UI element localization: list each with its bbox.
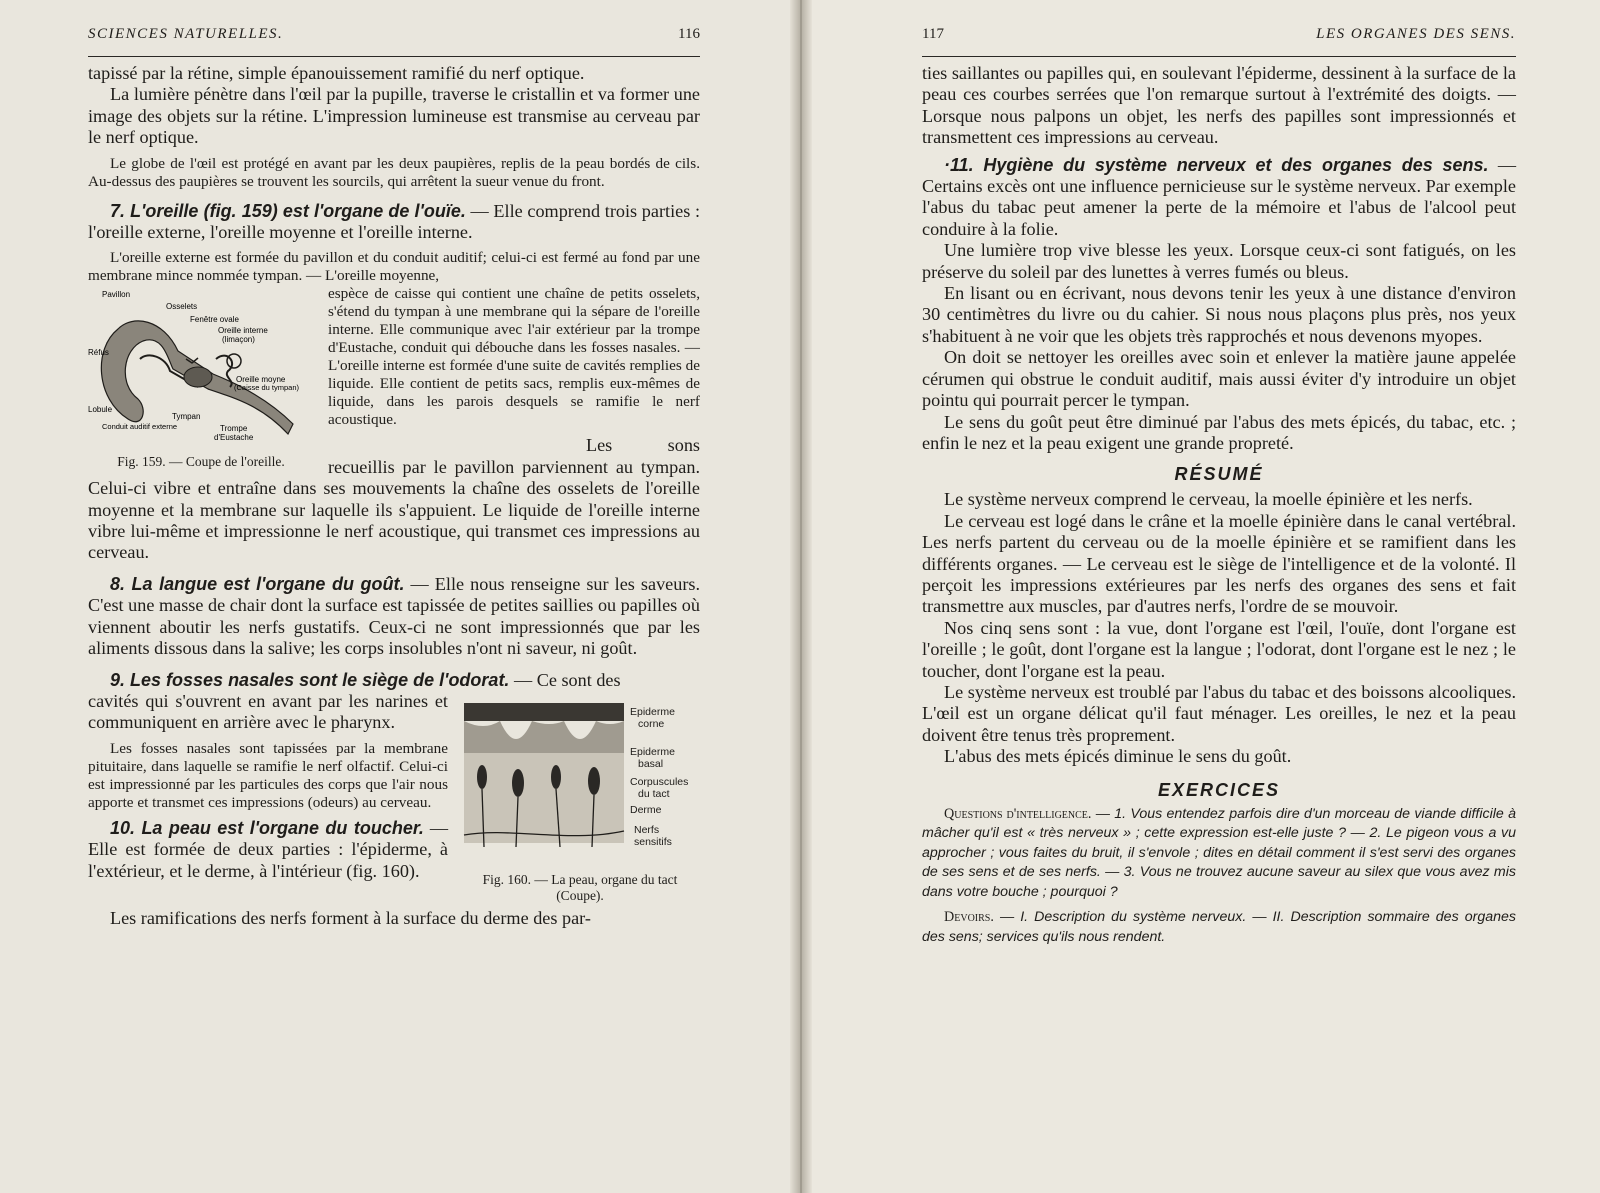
figure-159-ear (88, 289, 314, 470)
page-number-right: 117 (922, 26, 944, 42)
book-gutter (790, 0, 812, 1193)
section-10-text: — Elle est formée de deux parties : l'épiderme, à l'extérieur, et le derme, à l'intérieur (fig. 160). (88, 817, 449, 881)
section-9-dash: — Ce sont des (513, 669, 621, 690)
resume-1: Le système nerveux comprend le cerveau, la moelle épinière et les nerfs. (944, 489, 1473, 510)
running-header-right (922, 26, 1516, 57)
section-7-text: — Elle comprend trois parties : l'oreille externe, l'oreille moyenne et l'oreille interne. (88, 200, 701, 243)
paragraph-lisant: En lisant ou en écrivant, nous devons tenir les yeux à une distance d'environ 30 centimètres du livre ou du cahier. Si nous nous plaçons plus près, nos yeux s'habituent à ne voir que les objets très rapprochés et nous devenons myopes. (922, 283, 1516, 346)
label-corpuscules-1: Corpuscules (630, 775, 689, 788)
section-7-oreille (88, 201, 700, 244)
label-eustache: d'Eustache (214, 433, 254, 443)
resume-4: Le système nerveux est troublé par l'abus du tabac et des boissons alcooliques. L'œil est un organe délicat qu'il faut ménager. Les oreilles, le nez et la peau doivent être tenus très proprement. (922, 681, 1516, 745)
label-nerfs-1: Nerfs (634, 823, 660, 836)
paragraph-cavites: cavités qui s'ouvrent en avant par les narines et communiquent en arrière avec le pharynx. (88, 690, 448, 733)
resume-3: Nos cinq sens sont : la vue, dont l'organe est l'œil, l'ouïe, dont l'organe est l'oreille ; le goût, dont l'organe est la langue ; l'odorat, dont l'organe est le nez ; le toucher, dont l'organe est la peau. (922, 617, 1516, 681)
paragraph-lumiere: La lumière pénètre dans l'œil par la pupille, traverse le cristallin et va former une image des objets sur la rétine. L'impression lumineuse est transmise au cerveau par le nerf optique. (88, 84, 700, 148)
label-oreille-interne: Oreille interne (218, 326, 268, 336)
section-11-hygiene (922, 155, 1516, 241)
ear-diagram (88, 289, 314, 449)
label-corpuscules-2: du tact (638, 787, 670, 800)
section-8-langue (88, 574, 700, 660)
paragraph-retine: tapissé par la rétine, simple épanouissement ramifié du nerf optique. (88, 63, 585, 83)
label-epiderme-basal-1: Epiderme (630, 745, 675, 758)
label-limacon: (limaçon) (222, 335, 255, 345)
label-osselets: Osselets (166, 302, 198, 312)
label-epiderme-corne-1: Epiderme (630, 705, 675, 718)
left-page (0, 0, 796, 1193)
section-9-heading (88, 670, 700, 691)
label-epiderme-basal-2: basal (638, 757, 664, 770)
caption-fig-160: Fig. 160. — La peau, organe du tact (Coupe). (482, 871, 678, 903)
section-8-title: 8. La langue est l'organe du goût. (110, 573, 405, 594)
section-7-title: 7. L'oreille (fig. 159) est l'organe de l'ouïe. (110, 200, 466, 221)
devoirs-label: Devoirs. (944, 909, 994, 926)
caption-fig-159: Fig. 159. — Coupe de l'oreille. (117, 454, 285, 470)
paragraph-fosses-nasales: Les fosses nasales sont tapissées par la membrane pituitaire, dans laquelle se ramifie le nerf olfactif. Celui-ci est impressionné par les particules des corps que l'air nous apporte et transmet ces impressions (odeurs) au cerveau. (88, 739, 448, 811)
page-number-left: 116 (678, 26, 700, 42)
resume-title: RÉSUMÉ (1174, 464, 1264, 485)
running-header-left (88, 26, 700, 57)
label-pavillon: Pavillon (102, 290, 131, 300)
questions-label: Questions d'intelligence. (944, 805, 1092, 822)
section-11-text: — Certains excès ont une influence pernicieuse sur le système nerveux. Par exemple l'abus du tabac peut amener la perte de la mémoire et l'abus de l'alcool peut conduire à la folie. (922, 154, 1517, 239)
paragraph-oreilles: On doit se nettoyer les oreilles avec soin et enlever la matière jaune appelée cérumen qui obstrue le conduit auditif, mais aussi éviter d'y introduire un objet pointu qui pourrait percer le tympan. (922, 347, 1516, 411)
label-refus: Réfus (88, 348, 109, 358)
running-title-right: LES ORGANES DES SENS. (1316, 26, 1516, 42)
paragraph-lumiere-vive: Une lumière trop vive blesse les yeux. Lorsque ceux-ci sont fatigués, on les préserve du soleil par des lunettes à verres fumés ou bleus. (922, 240, 1516, 282)
label-trompe: Trompe (220, 424, 248, 434)
label-lobule: Lobule (88, 405, 113, 415)
label-tympan: Tympan (172, 412, 201, 422)
label-oreille-moyenne: Oreille moyne (236, 375, 286, 385)
right-page (796, 0, 1600, 1193)
exercices-title: EXERCICES (1157, 779, 1281, 800)
figure-160-skin (460, 697, 700, 904)
skin-diagram (460, 697, 700, 867)
label-derme: Derme (630, 803, 662, 816)
label-fenetre-ovale: Fenêtre ovale (190, 315, 239, 325)
devoirs (922, 908, 1516, 947)
section-11-title: ·11. Hygiène du système nerveux et des organes des sens. (944, 154, 1489, 175)
resume-2: Le cerveau est logé dans le crâne et la moelle épinière dans le canal vertébral. Les nerfs partent du cerveau ou de la moelle épinière et se ramifient dans les différents organes. — Le cerveau est le siège de l'intelligence et de la volonté. Il perçoit les impressions extérieures par les nerfs des organes des sens et fait transmettre aux muscles, par d'autres nerfs, l'ordre de se mouvoir. (922, 510, 1516, 617)
section-9-title: 9. Les fosses nasales sont le siège de l'odorat. (110, 669, 510, 690)
paragraph-ramifications: Les ramifications des nerfs forment à la surface du derme des par- (110, 907, 591, 928)
paragraph-oreille-moyenne: espèce de caisse qui contient une chaîne de petits osselets, s'étend du tympan à une membrane qui la sépare de l'oreille interne. Elle communique avec l'air extérieur par la trompe d'Eustache, conduit qui débouche dans les fosses nasales. — L'oreille interne est formée d'une suite de cavités remplies de liquide. Elle contient de petits sacs, remplis eux-mêmes de liquide, dans les parois desquels se ramifie le nerf acoustique. (328, 285, 700, 429)
label-nerfs-2: sensitifs (634, 835, 672, 848)
paragraph-gout: Le sens du goût peut être diminué par l'abus des mets épicés, du tabac, etc. ; enfin le nez et la peau exigent une grande propreté. (922, 411, 1516, 453)
label-epiderme-corne-2: corne (638, 717, 665, 730)
label-conduit-auditif: Conduit auditif externe (102, 422, 178, 432)
paragraph-globe-oeil: Le globe de l'œil est protégé en avant par les deux paupières, replis de la peau bordés de cils. Au-dessus des paupières se trouvent les sourcils, qui arrêtent la sueur venue du front. (88, 154, 700, 190)
questions-text: — 1. Vous entendez parfois dire d'un morceau de viande difficile à mâcher qu'il est « très nerveux » ; cette expression est-elle juste ? — 2. Le pigeon vous a vu approcher ; vous faites du bruit, il s'envole ; dites en détail comment il s'est servi des organes de ses sens et de ses nerfs. — 3. Vous ne trouvez aucune saveur au silex que vous avez mis dans votre bouche ; pourquoi ? (922, 805, 1516, 900)
resume-5: L'abus des mets épicés diminue le sens du goût. (944, 746, 1292, 767)
paragraph-papilles: ties saillantes ou papilles qui, en soulevant l'épiderme, dessinent à la surface de la peau ces courbes serrées que l'on remarque surtout à l'extrémité des doigts. — Lorsque nous palpons un objet, les nerfs des papilles sont impressionnés et transmettent ces impressions au cerveau. (922, 63, 1516, 148)
paragraph-sons-text: Les sons recueillis par le pavillon parviennent au tympan. Celui-ci vibre et entraîne dans ses mouvements la chaîne des osselets de l'oreille moyenne et la membrane sur laquelle ils s'appuient. Le liquide de l'oreille interne vibre lui-même et impressionne le nerf acoustique, qui transmet ces impressions au cerveau. (88, 435, 700, 563)
paragraph-oreille-externe: L'oreille externe est formée du pavillon et du conduit auditif; celui-ci est fermé au fond par une membrane mince nommée tympan. — L'oreille moyenne, (88, 249, 700, 285)
questions-intelligence (922, 805, 1516, 903)
label-caisse-tympan: (Caisse du tympan) (234, 383, 300, 393)
devoirs-text: — I. Description du système nerveux. — II. Description sommaire des organes des sens; services qu'ils nous rendent. (922, 909, 1516, 945)
running-title-left: SCIENCES NATURELLES. (88, 26, 284, 42)
section-10-title: 10. La peau est l'organe du toucher. (110, 817, 424, 838)
section-8-text: — Elle nous renseigne sur les saveurs. C'est une masse de chair dont la surface est tapissée de petites saillies ou papilles où viennent aboutir les nerfs gustatifs. Ceux-ci ne sont impressionnés que par les aliments dissous dans la salive; les corps insolubles n'ont ni saveur, ni goût. (88, 573, 701, 659)
